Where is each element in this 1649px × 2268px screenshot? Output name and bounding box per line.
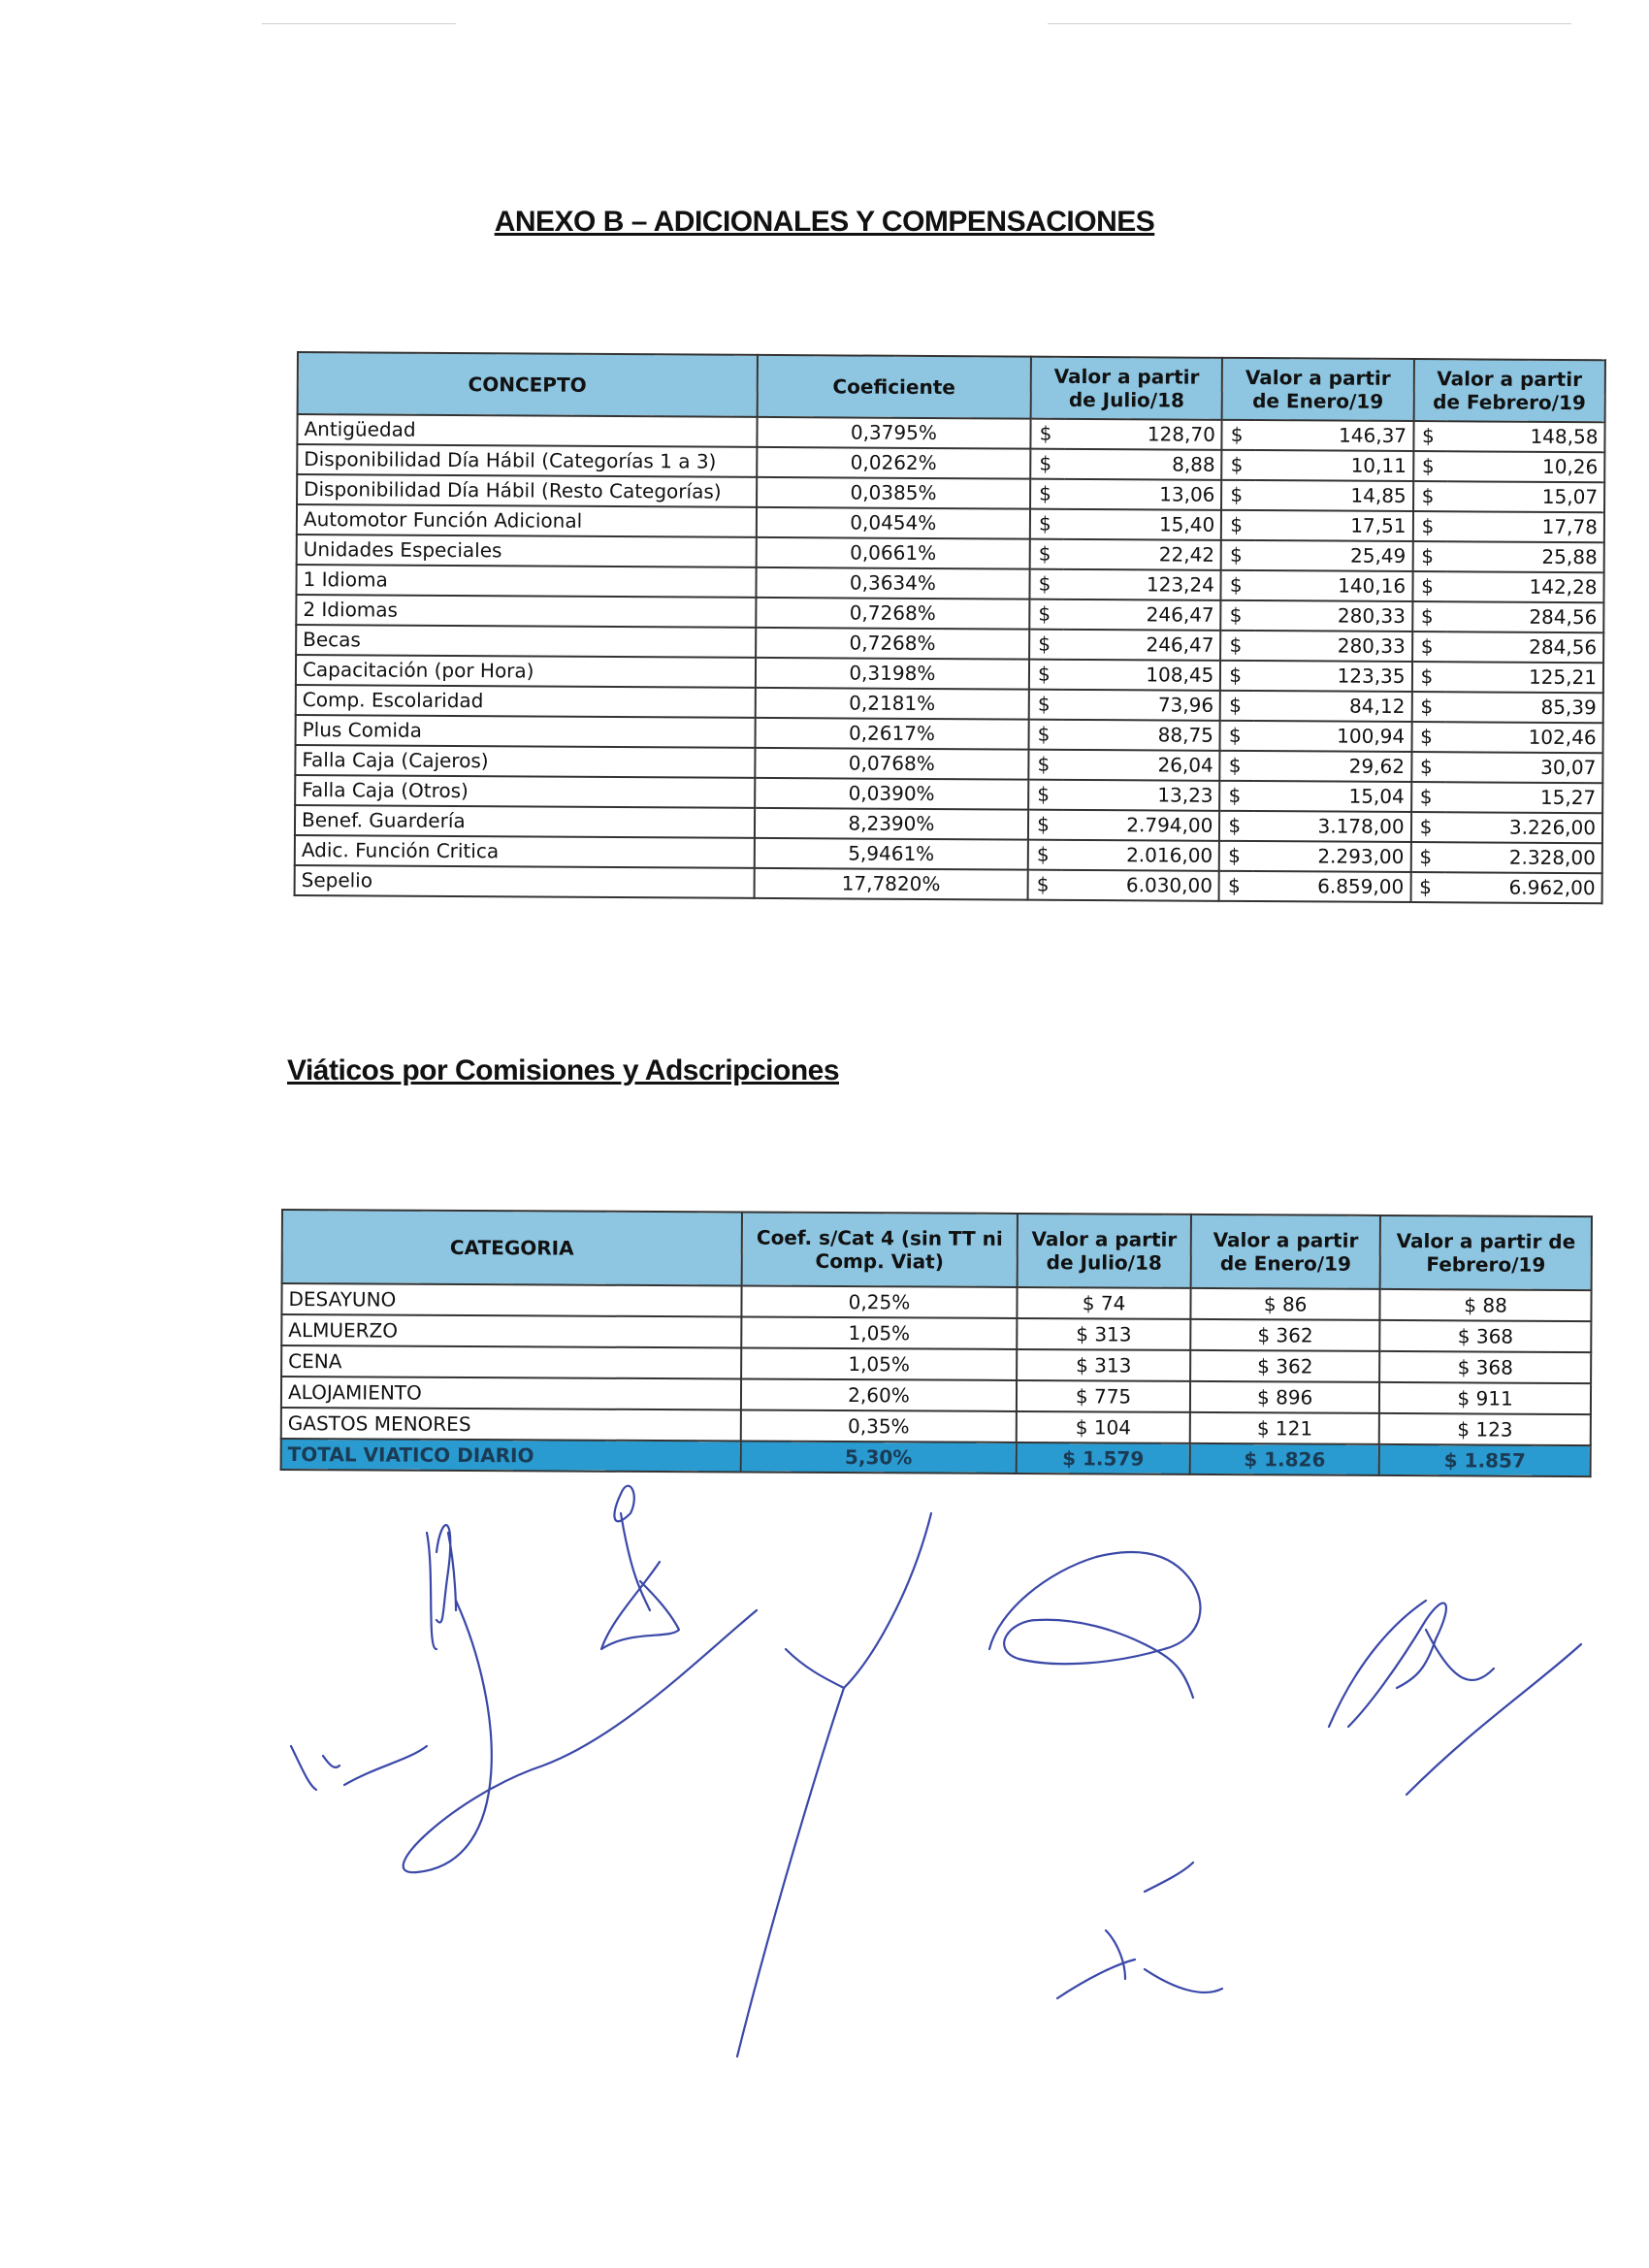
header-julio18: Valor a partir de Julio/18 (1031, 357, 1223, 420)
currency-cell: $ (1222, 420, 1256, 450)
coef-cell: 0,0661% (756, 537, 1030, 569)
currency-cell: $ (1413, 451, 1447, 481)
enero19-cell: 17,51 (1255, 510, 1413, 541)
julio18-cell: $ 74 (1017, 1287, 1190, 1319)
currency-cell: $ (1410, 872, 1444, 902)
coef-cell: 17,7820% (754, 868, 1028, 900)
currency-cell: $ (1221, 600, 1255, 631)
categoria-cell: DESAYUNO (281, 1283, 741, 1316)
julio18-cell: 22,42 (1064, 539, 1222, 570)
enero19-cell: 123,35 (1254, 661, 1412, 692)
febrero19-cell: 25,88 (1446, 541, 1604, 572)
febrero19-cell: 15,07 (1447, 481, 1605, 512)
coef-cell: 2,60% (741, 1378, 1017, 1410)
julio18-cell: $ 313 (1017, 1349, 1190, 1381)
header-julio18: Valor a partir de Julio/18 (1018, 1214, 1192, 1288)
currency-cell: $ (1411, 812, 1445, 842)
concept-cell: Falla Caja (Otros) (295, 775, 755, 808)
julio18-cell: $ 313 (1017, 1318, 1190, 1350)
header-categoria: CATEGORIA (282, 1210, 742, 1285)
currency-cell: $ (1413, 421, 1447, 451)
currency-cell: $ (1028, 810, 1062, 840)
currency-cell: $ (1221, 510, 1255, 540)
enero19-cell: 146,37 (1256, 420, 1414, 451)
enero19-cell: 14,85 (1255, 480, 1413, 511)
currency-cell: $ (1220, 751, 1254, 781)
julio18-cell: $ 104 (1017, 1411, 1190, 1443)
currency-cell: $ (1030, 539, 1064, 569)
febrero19-cell: 284,56 (1446, 601, 1604, 632)
enero19-cell: $ 896 (1190, 1381, 1379, 1413)
coef-cell: 0,3795% (757, 417, 1031, 449)
enero19-cell: 2.293,00 (1253, 841, 1411, 872)
enero19-cell: 280,33 (1254, 631, 1412, 662)
febrero19-cell: $ 911 (1379, 1382, 1591, 1414)
enero19-cell: 10,11 (1255, 450, 1413, 481)
coef-cell: 8,2390% (755, 808, 1029, 840)
currency-cell: $ (1412, 571, 1446, 601)
coef-cell: 1,05% (741, 1316, 1017, 1348)
julio18-cell: 2.794,00 (1062, 810, 1220, 841)
enero19-cell: $ 86 (1191, 1288, 1380, 1320)
julio18-cell: 246,47 (1063, 599, 1221, 631)
currency-cell: $ (1221, 480, 1255, 510)
enero19-cell: 15,04 (1253, 781, 1411, 812)
concept-cell: Plus Comida (296, 715, 756, 748)
concept-cell: 1 Idioma (296, 565, 756, 598)
coef-cell: 0,7268% (756, 598, 1030, 630)
currency-cell: $ (1411, 692, 1445, 722)
febrero19-cell: 102,46 (1445, 722, 1603, 753)
currency-cell: $ (1221, 540, 1255, 570)
currency-cell: $ (1029, 660, 1063, 690)
currency-cell: $ (1220, 721, 1254, 751)
currency-cell: $ (1030, 479, 1064, 509)
currency-cell: $ (1030, 569, 1064, 599)
julio18-cell: 13,23 (1062, 780, 1220, 811)
enero19-cell: 3.178,00 (1253, 811, 1411, 842)
currency-cell: $ (1412, 632, 1446, 662)
coef-cell: 5,9461% (754, 838, 1028, 870)
febrero19-cell: 142,28 (1446, 571, 1604, 602)
enero19-cell: 280,33 (1255, 600, 1413, 632)
coef-cell: 5,30% (741, 1441, 1017, 1473)
currency-cell: $ (1413, 481, 1447, 511)
julio18-cell: 88,75 (1063, 720, 1221, 751)
febrero19-cell: $ 88 (1380, 1289, 1592, 1321)
concept-cell: 2 Idiomas (296, 595, 756, 628)
julio18-cell: 108,45 (1063, 660, 1221, 691)
viaticos-table (280, 1209, 1593, 1477)
julio18-cell: 2.016,00 (1062, 840, 1220, 871)
header-coeficiente: Coeficiente (757, 355, 1031, 419)
scan-mark (262, 23, 456, 24)
currency-cell: $ (1219, 871, 1253, 901)
coef-cell: 0,35% (741, 1409, 1017, 1442)
concept-cell: Becas (296, 625, 756, 658)
currency-cell: $ (1219, 841, 1253, 871)
febrero19-cell: 15,27 (1445, 782, 1603, 813)
enero19-cell: 84,12 (1254, 691, 1412, 722)
currency-cell: $ (1412, 511, 1446, 541)
categoria-cell: ALOJAMIENTO (281, 1377, 741, 1409)
coef-cell: 0,3198% (756, 658, 1030, 690)
coef-cell: 0,2181% (755, 688, 1029, 720)
febrero19-cell: $ 368 (1379, 1351, 1591, 1383)
currency-cell: $ (1030, 509, 1064, 539)
currency-cell: $ (1410, 842, 1444, 872)
header-febrero19: Valor a partir de Febrero/19 (1413, 359, 1605, 422)
currency-cell: $ (1029, 599, 1063, 630)
concept-cell: Automotor Función Adicional (297, 504, 757, 537)
currency-cell: $ (1029, 690, 1063, 720)
febrero19-cell: 2.328,00 (1444, 842, 1602, 873)
currency-cell: $ (1029, 720, 1063, 750)
febrero19-cell: 85,39 (1445, 692, 1603, 723)
currency-cell: $ (1412, 541, 1446, 571)
header-enero19: Valor a partir de Enero/19 (1191, 1215, 1380, 1289)
signature-6 (1057, 1863, 1222, 1998)
enero19-cell: 6.859,00 (1253, 871, 1411, 902)
currency-cell: $ (1028, 840, 1062, 870)
currency-cell: $ (1028, 780, 1062, 810)
currency-cell: $ (1411, 752, 1445, 782)
concept-cell: Capacitación (por Hora) (296, 655, 756, 688)
header-febrero19: Valor a partir de Febrero/19 (1380, 1215, 1592, 1290)
currency-cell: $ (1029, 630, 1063, 660)
concept-cell: Disponibilidad Día Hábil (Resto Categorías) (297, 474, 757, 507)
header-coef-cat4: Coef. s/Cat 4 (sin TT ni Comp. Viat) (742, 1212, 1018, 1286)
signatures-area (0, 1474, 1649, 2134)
concept-cell: Unidades Especiales (297, 535, 757, 567)
currency-cell: $ (1412, 601, 1446, 632)
anexo-b-table (294, 351, 1606, 904)
enero19-cell: 29,62 (1254, 751, 1412, 782)
viaticos-title: Viáticos por Comisiones y Adscripciones (287, 1054, 840, 1086)
currency-cell: $ (1221, 570, 1255, 600)
concept-cell: Sepelio (295, 865, 755, 898)
febrero19-cell: $ 1.857 (1379, 1444, 1591, 1476)
signature-1 (291, 1525, 757, 1872)
categoria-cell: CENA (281, 1345, 741, 1378)
concept-cell: Comp. Escolaridad (296, 685, 756, 718)
categoria-cell: GASTOS MENORES (281, 1408, 741, 1441)
concept-cell: Adic. Función Critica (295, 835, 755, 868)
julio18-cell: 13,06 (1064, 479, 1222, 510)
categoria-cell: ALMUERZO (281, 1314, 741, 1347)
currency-cell: $ (1219, 781, 1253, 811)
coef-cell: 0,0262% (757, 447, 1031, 479)
page-title: ANEXO B – ADICIONALES Y COMPENSACIONES (494, 206, 1155, 238)
febrero19-cell: $ 123 (1379, 1413, 1591, 1445)
febrero19-cell: 3.226,00 (1444, 812, 1602, 843)
enero19-cell: 25,49 (1255, 540, 1413, 571)
categoria-cell: TOTAL VIATICO DIARIO (281, 1439, 741, 1472)
julio18-cell: 8,88 (1064, 449, 1222, 480)
currency-cell: $ (1220, 631, 1254, 661)
coef-cell: 0,0454% (757, 507, 1031, 539)
febrero19-cell: 30,07 (1445, 752, 1603, 783)
febrero19-cell: 17,78 (1446, 511, 1604, 542)
enero19-cell: 100,94 (1254, 721, 1412, 752)
currency-cell: $ (1031, 419, 1065, 449)
julio18-cell: 6.030,00 (1062, 870, 1220, 901)
coef-cell: 0,2617% (755, 718, 1029, 750)
enero19-cell: $ 362 (1190, 1350, 1379, 1382)
febrero19-cell: 284,56 (1446, 632, 1604, 663)
currency-cell: $ (1030, 449, 1064, 479)
julio18-cell: 26,04 (1062, 750, 1220, 781)
julio18-cell: 15,40 (1064, 509, 1222, 540)
concept-cell: Disponibilidad Día Hábil (Categorías 1 a 3) (297, 444, 757, 477)
coef-cell: 0,3634% (756, 567, 1030, 599)
julio18-cell: $ 775 (1017, 1380, 1190, 1412)
currency-cell: $ (1222, 450, 1256, 480)
currency-cell: $ (1220, 661, 1254, 691)
enero19-cell: $ 1.826 (1190, 1443, 1379, 1475)
febrero19-cell: $ 368 (1379, 1320, 1591, 1352)
febrero19-cell: 6.962,00 (1444, 872, 1602, 903)
julio18-cell: 246,47 (1063, 630, 1221, 661)
coef-cell: 0,0385% (757, 477, 1031, 509)
coef-cell: 0,0768% (755, 748, 1029, 780)
total-row (281, 1439, 1591, 1476)
enero19-cell: 140,16 (1255, 570, 1413, 601)
currency-cell: $ (1028, 750, 1062, 780)
currency-cell: $ (1028, 870, 1062, 900)
currency-cell: $ (1411, 782, 1445, 812)
coef-cell: 0,25% (741, 1285, 1017, 1317)
concept-cell: Antigüedad (297, 414, 757, 447)
julio18-cell: 128,70 (1064, 419, 1222, 450)
signature-5 (1329, 1601, 1581, 1795)
enero19-cell: $ 362 (1190, 1319, 1379, 1351)
febrero19-cell: 10,26 (1447, 451, 1605, 482)
julio18-cell: 73,96 (1063, 690, 1221, 721)
febrero19-cell: 148,58 (1447, 421, 1605, 452)
concept-cell: Falla Caja (Cajeros) (295, 745, 755, 778)
table-header-row (298, 352, 1605, 422)
header-enero19: Valor a partir de Enero/19 (1222, 358, 1414, 421)
coef-cell: 0,7268% (756, 628, 1030, 660)
febrero19-cell: 125,21 (1445, 662, 1603, 693)
julio18-cell: $ 1.579 (1017, 1442, 1190, 1474)
table-header-row (282, 1210, 1592, 1290)
concept-cell: Benef. Guardería (295, 805, 755, 838)
julio18-cell: 123,24 (1063, 569, 1221, 600)
currency-cell: $ (1411, 662, 1445, 692)
coef-cell: 1,05% (741, 1347, 1017, 1379)
currency-cell: $ (1411, 722, 1445, 752)
signature-4 (989, 1552, 1200, 1698)
signature-3 (737, 1513, 931, 2057)
coef-cell: 0,0390% (755, 778, 1029, 810)
currency-cell: $ (1220, 691, 1254, 721)
header-concepto: CONCEPTO (298, 352, 758, 417)
currency-cell: $ (1219, 811, 1253, 841)
scan-mark (1048, 23, 1571, 24)
signature-2 (601, 1486, 679, 1649)
enero19-cell: $ 121 (1190, 1412, 1379, 1444)
